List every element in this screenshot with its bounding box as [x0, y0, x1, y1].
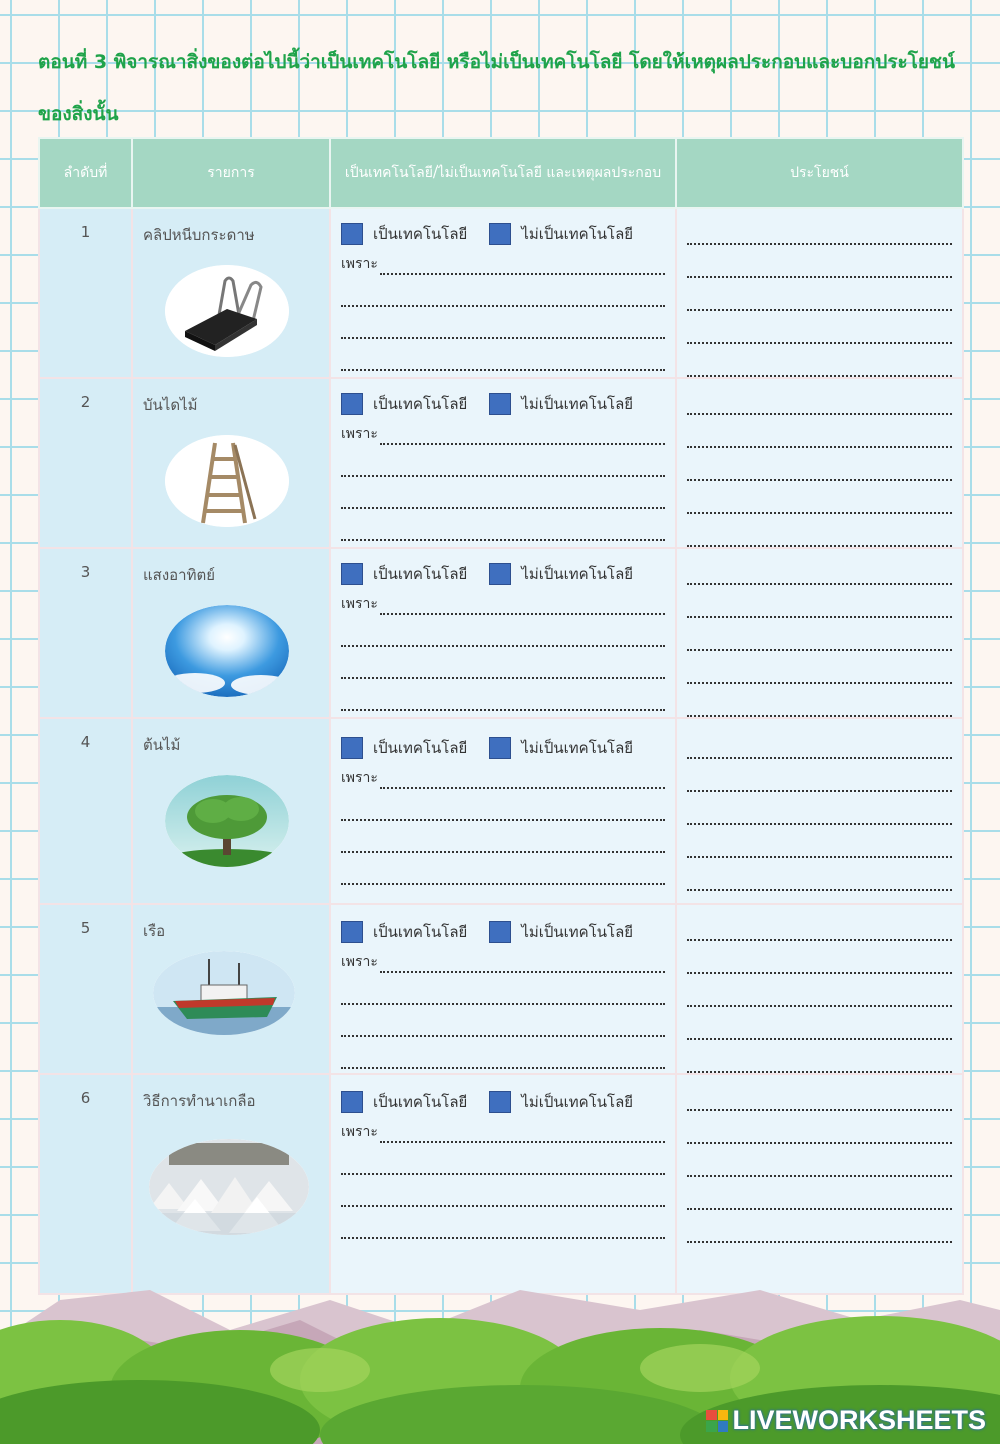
benefit-line[interactable]	[687, 858, 952, 891]
is-technology-option[interactable]	[341, 562, 467, 586]
benefit-line[interactable]	[687, 1091, 952, 1111]
benefit-cell[interactable]	[676, 1074, 963, 1294]
classification-cell	[330, 904, 676, 1074]
classification-cell	[330, 1074, 676, 1294]
benefit-cell[interactable]	[676, 378, 963, 548]
not-technology-option[interactable]	[489, 392, 633, 416]
not-technology-option[interactable]	[489, 1090, 633, 1114]
reason-line[interactable]	[341, 1037, 665, 1069]
is-technology-checkbox[interactable]	[341, 1091, 363, 1113]
not-technology-checkbox[interactable]	[489, 737, 511, 759]
classification-cell	[330, 548, 676, 718]
item-cell	[132, 548, 330, 718]
reason-line[interactable]	[341, 307, 665, 339]
benefit-line[interactable]	[687, 344, 952, 377]
benefit-line[interactable]	[687, 481, 952, 514]
is-technology-option[interactable]	[341, 392, 467, 416]
table-row	[39, 904, 963, 1074]
because-label: เพราะ	[341, 426, 378, 442]
benefit-cell[interactable]	[676, 208, 963, 378]
reason-line[interactable]	[341, 1005, 665, 1037]
is-technology-option[interactable]	[341, 222, 467, 246]
classification-cell	[330, 208, 676, 378]
reason-line[interactable]	[341, 679, 665, 711]
benefit-line[interactable]	[687, 618, 952, 651]
benefit-line[interactable]	[687, 514, 952, 547]
row-number: 5	[39, 904, 132, 1074]
reason-field[interactable]	[341, 763, 665, 789]
row-number: 4	[39, 718, 132, 904]
item-label: ต้นไม้	[143, 736, 181, 754]
benefit-line[interactable]	[687, 245, 952, 278]
reason-line[interactable]	[341, 789, 665, 821]
benefit-line[interactable]	[687, 1210, 952, 1243]
benefit-line[interactable]	[687, 1177, 952, 1210]
header-classification: เป็นเทคโนโลยี/ไม่เป็นเทคโนโลยี และเหตุผลประกอบ	[330, 138, 676, 208]
is-technology-label: เป็นเทคโนโลยี	[373, 225, 468, 243]
benefit-line[interactable]	[687, 1040, 952, 1073]
is-technology-option[interactable]	[341, 920, 467, 944]
wooden-ladder-icon	[165, 435, 289, 527]
not-technology-checkbox[interactable]	[489, 563, 511, 585]
benefit-line[interactable]	[687, 684, 952, 717]
item-label: วิธีการทำนาเกลือ	[143, 1092, 256, 1110]
benefit-cell[interactable]	[676, 718, 963, 904]
reason-field[interactable]	[341, 419, 665, 445]
benefit-line[interactable]	[687, 759, 952, 792]
because-label: เพราะ	[341, 954, 378, 970]
is-technology-label: เป็นเทคโนโลยี	[373, 565, 468, 583]
not-technology-checkbox[interactable]	[489, 1091, 511, 1113]
not-technology-option[interactable]	[489, 562, 633, 586]
reason-field[interactable]	[341, 249, 665, 275]
benefit-line[interactable]	[687, 739, 952, 759]
item-cell	[132, 1074, 330, 1294]
tree-icon	[165, 775, 289, 867]
not-technology-label: ไม่เป็นเทคโนโลยี	[521, 565, 634, 583]
benefit-line[interactable]	[687, 565, 952, 585]
is-technology-checkbox[interactable]	[341, 393, 363, 415]
not-technology-option[interactable]	[489, 736, 633, 760]
benefit-line[interactable]	[687, 1111, 952, 1144]
not-technology-checkbox[interactable]	[489, 921, 511, 943]
is-technology-checkbox[interactable]	[341, 223, 363, 245]
benefit-line[interactable]	[687, 792, 952, 825]
is-technology-label: เป็นเทคโนโลยี	[373, 739, 468, 757]
is-technology-checkbox[interactable]	[341, 921, 363, 943]
row-number: 6	[39, 1074, 132, 1294]
not-technology-label: ไม่เป็นเทคโนโลยี	[521, 739, 634, 757]
table-row	[39, 548, 963, 718]
header-item: รายการ	[132, 138, 330, 208]
benefit-line[interactable]	[687, 448, 952, 481]
item-label: แสงอาทิตย์	[143, 566, 215, 584]
item-cell	[132, 208, 330, 378]
reason-line[interactable]	[341, 275, 665, 307]
item-label: เรือ	[143, 922, 166, 940]
reason-line[interactable]	[341, 445, 665, 477]
benefit-cell[interactable]	[676, 548, 963, 718]
benefit-line[interactable]	[687, 1007, 952, 1040]
table-header-row	[39, 138, 963, 208]
because-label: เพราะ	[341, 770, 378, 786]
reason-line[interactable]	[341, 1143, 665, 1175]
benefit-line[interactable]	[687, 941, 952, 974]
benefit-line[interactable]	[687, 225, 952, 245]
reason-line[interactable]	[341, 821, 665, 853]
item-cell	[132, 378, 330, 548]
reason-line[interactable]	[341, 973, 665, 1005]
sun-icon	[165, 605, 289, 697]
item-label: คลิปหนีบกระดาษ	[143, 226, 255, 244]
benefit-line[interactable]	[687, 825, 952, 858]
reason-line[interactable]	[341, 853, 665, 885]
not-technology-checkbox[interactable]	[489, 393, 511, 415]
reason-line[interactable]	[341, 509, 665, 541]
salt-farm-icon	[149, 1139, 309, 1235]
benefit-line[interactable]	[687, 311, 952, 344]
is-technology-checkbox[interactable]	[341, 563, 363, 585]
benefit-line[interactable]	[687, 415, 952, 448]
worksheet-title: ตอนที่ 3 พิจารณาสิ่งของต่อไปนี้ว่าเป็นเทคโนโลยี หรือไม่เป็นเทคโนโลยี โดยให้เหตุผลประกอบและบอกประโยชน์ของสิ่งนั้น	[38, 51, 955, 125]
reason-line[interactable]	[341, 477, 665, 509]
item-label: บันไดไม้	[143, 396, 198, 414]
row-number: 1	[39, 208, 132, 378]
reason-line[interactable]	[341, 1175, 665, 1207]
worksheet-table	[38, 137, 964, 1295]
item-cell	[132, 904, 330, 1074]
table-row	[39, 208, 963, 378]
boat-icon	[153, 951, 295, 1035]
not-technology-option[interactable]	[489, 920, 633, 944]
not-technology-checkbox[interactable]	[489, 223, 511, 245]
is-technology-label: เป็นเทคโนโลยี	[373, 1093, 468, 1111]
benefit-line[interactable]	[687, 921, 952, 941]
is-technology-label: เป็นเทคโนโลยี	[373, 923, 468, 941]
row-number: 3	[39, 548, 132, 718]
not-technology-label: ไม่เป็นเทคโนโลยี	[521, 923, 634, 941]
benefit-line[interactable]	[687, 974, 952, 1007]
reason-field[interactable]	[341, 947, 665, 973]
benefit-cell[interactable]	[676, 904, 963, 1074]
reason-field[interactable]	[341, 1117, 665, 1143]
benefit-line[interactable]	[687, 585, 952, 618]
table-row	[39, 378, 963, 548]
header-benefit: ประโยชน์	[676, 138, 963, 208]
binder-clip-icon	[165, 265, 289, 357]
item-cell	[132, 718, 330, 904]
liveworksheets-logo-icon	[706, 1410, 728, 1432]
benefit-line[interactable]	[687, 278, 952, 311]
is-technology-checkbox[interactable]	[341, 737, 363, 759]
row-number: 2	[39, 378, 132, 548]
table-row	[39, 718, 963, 904]
reason-line[interactable]	[341, 1207, 665, 1239]
not-technology-label: ไม่เป็นเทคโนโลยี	[521, 225, 634, 243]
reason-field[interactable]	[341, 589, 665, 615]
not-technology-label: ไม่เป็นเทคโนโลยี	[521, 1093, 634, 1111]
is-technology-label: เป็นเทคโนโลยี	[373, 395, 468, 413]
benefit-line[interactable]	[687, 395, 952, 415]
is-technology-option[interactable]	[341, 1090, 467, 1114]
reason-line[interactable]	[341, 647, 665, 679]
reason-line[interactable]	[341, 615, 665, 647]
not-technology-label: ไม่เป็นเทคโนโลยี	[521, 395, 634, 413]
because-label: เพราะ	[341, 596, 378, 612]
because-label: เพราะ	[341, 256, 378, 272]
is-technology-option[interactable]	[341, 736, 467, 760]
table-row	[39, 1074, 963, 1294]
liveworksheets-logo	[706, 1405, 986, 1436]
not-technology-option[interactable]	[489, 222, 633, 246]
header-no: ลำดับที่	[39, 138, 132, 208]
because-label: เพราะ	[341, 1124, 378, 1140]
benefit-line[interactable]	[687, 1144, 952, 1177]
logo-text: LIVEWORKSHEETS	[732, 1405, 986, 1435]
classification-cell	[330, 378, 676, 548]
benefit-line[interactable]	[687, 651, 952, 684]
classification-cell	[330, 718, 676, 904]
reason-line[interactable]	[341, 339, 665, 371]
